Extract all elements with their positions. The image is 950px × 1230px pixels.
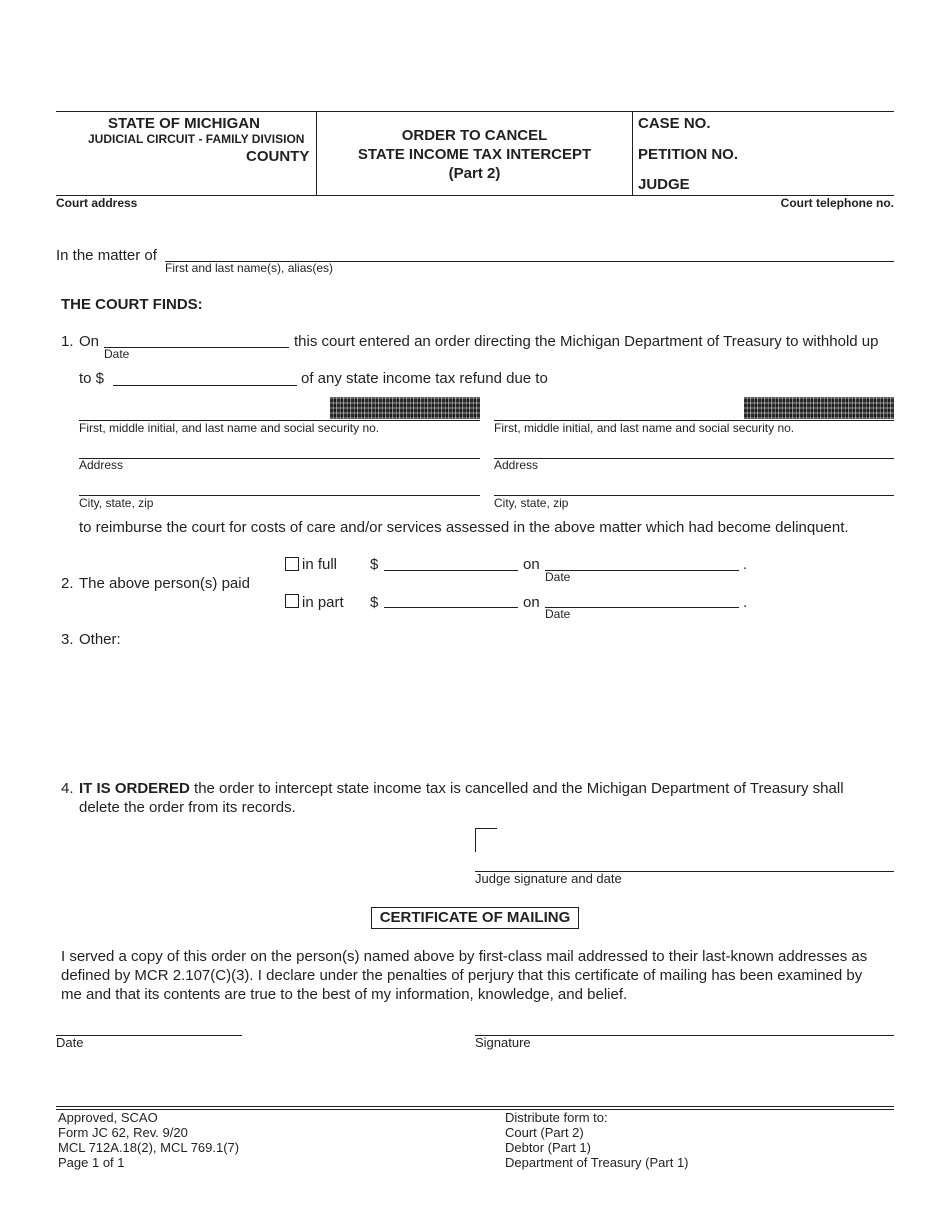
certificate-line3: me and that its contents are true to the best of my information, knowledge, and belief.: [61, 986, 628, 1003]
in-full-dollar: $: [370, 556, 379, 573]
reimburse-text: to reimburse the court for costs of care and/or services assessed in the above matter which had become delinquent.: [79, 519, 849, 536]
in-part-period: .: [743, 594, 748, 611]
item1-date-caption: Date: [104, 347, 130, 361]
certificate-signature-caption: Signature: [475, 1035, 531, 1050]
address-right-caption: Address: [494, 458, 539, 472]
redacted-ssn-left: [330, 397, 480, 419]
footer-distribute: Distribute form to:: [505, 1110, 608, 1125]
in-full-period: .: [743, 556, 748, 573]
in-part-on: on: [523, 594, 540, 611]
item2-text: The above person(s) paid: [79, 575, 250, 592]
item2-number: 2.: [61, 575, 74, 592]
footer-rule-2: [56, 1109, 894, 1110]
footer-form: Form JC 62, Rev. 9/20: [58, 1125, 188, 1140]
other-text-area[interactable]: [79, 652, 894, 762]
footer-dist-treasury: Department of Treasury (Part 1): [505, 1155, 689, 1170]
judge-label: JUDGE: [638, 176, 690, 193]
in-full-checkbox[interactable]: [285, 557, 299, 571]
ordered-text: the order to intercept state income tax is cancelled and the Michigan Department of Treasury shall: [194, 780, 844, 797]
footer-rule-1: [56, 1106, 894, 1107]
certificate-line1: I served a copy of this order on the person(s) named above by first-class mail addressed to their last-known addresses as: [61, 948, 868, 965]
certificate-date-caption: Date: [56, 1035, 84, 1050]
circuit-label: JUDICIAL CIRCUIT - FAMILY DIVISION: [88, 132, 305, 146]
state-label: STATE OF MICHIGAN: [108, 115, 260, 132]
footer-dist-debtor: Debtor (Part 1): [505, 1140, 591, 1155]
footer-dist-court: Court (Part 2): [505, 1125, 584, 1140]
case-no-label: CASE NO.: [638, 115, 711, 132]
in-part-dollar: $: [370, 594, 379, 611]
in-full-amount-field[interactable]: [384, 570, 518, 571]
footer-mcl: MCL 712A.18(2), MCL 769.1(7): [58, 1140, 240, 1155]
certificate-date-field[interactable]: [56, 1035, 242, 1036]
footer-approved: Approved, SCAO: [58, 1110, 158, 1125]
county-label: COUNTY: [246, 148, 310, 165]
header-top-rule: [56, 111, 894, 112]
address-right-field[interactable]: [494, 458, 894, 459]
item3-number: 3.: [61, 631, 74, 648]
judge-signature-caption: Judge signature and date: [475, 871, 622, 886]
ordered-line2: delete the order from its records.: [79, 799, 296, 816]
in-part-date-caption: Date: [545, 607, 571, 621]
redacted-ssn-right: [744, 397, 894, 419]
in-part-amount-field[interactable]: [384, 607, 518, 608]
seal-bracket: [475, 828, 497, 852]
city-right-caption: City, state, zip: [494, 496, 569, 510]
court-address-label: Court address: [56, 196, 138, 210]
city-left-caption: City, state, zip: [79, 496, 154, 510]
address-left-caption: Address: [79, 458, 124, 472]
certificate-signature-field[interactable]: [475, 1035, 894, 1036]
item1-to-dollar: to $: [79, 370, 105, 387]
certificate-heading: CERTIFICATE OF MAILING: [371, 907, 579, 929]
court-telephone-label: Court telephone no.: [780, 196, 894, 210]
ordered-bold: IT IS ORDERED: [79, 780, 190, 797]
address-left-field[interactable]: [79, 458, 480, 459]
header-divider-right: [632, 111, 633, 195]
item1-text2: of any state income tax refund due to: [301, 370, 548, 387]
item3-text: Other:: [79, 631, 121, 648]
matter-label: In the matter of: [56, 247, 157, 264]
person-left-caption: First, middle initial, and last name and social security no.: [79, 421, 380, 435]
footer-page: Page 1 of 1: [58, 1155, 125, 1170]
form-title-line1: ORDER TO CANCEL: [401, 127, 548, 144]
certificate-line2: defined by MCR 2.107(C)(3). I declare under the penalties of perjury that this certificate of mailing has been examined by: [61, 967, 863, 984]
form-title-line3: (Part 2): [448, 165, 501, 182]
item4-number: 4.: [61, 780, 74, 797]
item1-amount-field[interactable]: [113, 385, 297, 386]
ordered-line1: [79, 780, 844, 797]
in-full-date-field[interactable]: [545, 570, 739, 571]
in-full-on: on: [523, 556, 540, 573]
in-part-date-field[interactable]: [545, 607, 739, 608]
in-part-checkbox[interactable]: [285, 594, 299, 608]
matter-name-caption: First and last name(s), alias(es): [165, 261, 334, 275]
in-full-date-caption: Date: [545, 570, 571, 584]
in-full-label: in full: [302, 556, 338, 573]
form-title-line2: STATE INCOME TAX INTERCEPT: [357, 146, 592, 163]
in-part-label: in part: [302, 594, 344, 611]
person-right-caption: First, middle initial, and last name and social security no.: [494, 421, 795, 435]
item1-on: On: [79, 333, 100, 350]
header-bottom-rule: [56, 195, 894, 196]
item1-date-field[interactable]: [104, 347, 289, 348]
petition-no-label: PETITION NO.: [638, 146, 739, 163]
item1-text: this court entered an order directing the Michigan Department of Treasury to withhold up: [294, 333, 879, 350]
item1-number: 1.: [61, 333, 74, 350]
court-finds-heading: THE COURT FINDS:: [61, 296, 203, 313]
